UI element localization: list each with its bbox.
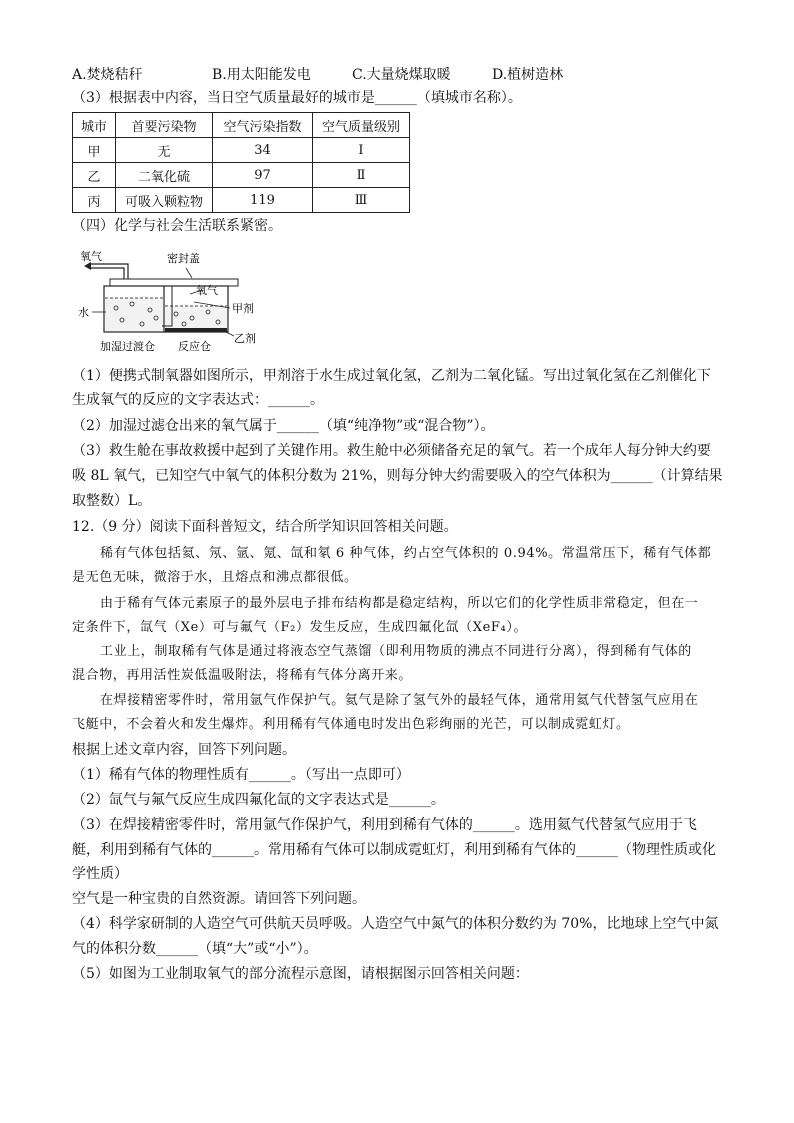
seal-lid-shape [110,279,238,286]
label-agent-a: 甲剂 [232,302,254,315]
table-header-row [73,113,410,138]
after-article-prompt: 根据上述文章内容，回答下列问题。 [72,742,296,758]
part-4-q3-line2: 吸 8L 氧气，已知空气中氧气的体积分数为 21%，则每分钟大约需要吸入的空气体积为______（计算结果 [72,468,723,484]
oxygen-generator-diagram [72,246,262,356]
cell-grade: Ⅰ [313,138,410,163]
article-line: 稀有气体包括氦、氖、氩、氪、氙和氡 6 种气体，约占空气体积的 0.94%。常温常压下，稀有气体都 [100,546,712,561]
article-line: 定条件下，氙气（Xe）可与氟气（F₂）发生反应，生成四氟化氙（XeF₄）。 [72,620,528,635]
label-reaction-chamber: 反应仓 [178,340,211,353]
cell-grade: Ⅱ [313,163,410,188]
q12-part4-line2: 气的体积分数______（填“大”或“小”）。 [72,941,318,957]
cell-pollutant: 可吸入颗粒物 [116,188,213,213]
article-line: 混合物，再用活性炭低温吸附法，将稀有气体分离开来。 [72,668,413,683]
cell-pollutant: 二氧化硫 [116,163,213,188]
q12-part4-line1: （4）科学家研制的人造空气可供航天员呼吸。人造空气中氮气的体积分数约为 70%，比地球上空气中氮 [72,916,719,932]
cell-grade: Ⅲ [313,188,410,213]
article-line: 在焊接精密零件时，常用氩气作保护气。氦气是除了氢气外的最轻气体，通常用氦气代替氢气应用在 [100,693,699,708]
q12-part3-line1: （3）在焊接精密零件时，常用氩气作保护气，利用到稀有气体的______。选用氦气代替氢气应用于飞 [72,817,697,833]
air-quality-table [72,112,410,213]
part-4-q1-line1: （1）便携式制氧器如图所示，甲剂溶于水生成过氧化氢，乙剂为二氧化锰。写出过氧化氢在乙剂催化下 [72,368,711,384]
label-seal-lid: 密封盖 [167,252,200,265]
header-grade: 空气质量级别 [313,113,410,138]
option-b: B.用太阳能发电 [212,67,311,83]
cell-pollutant: 无 [116,138,213,163]
q12-part5: （5）如图为工业制取氧气的部分流程示意图，请根据图示回答相关问题： [72,966,529,982]
article-line: 工业上，制取稀有气体是通过将液态空气蒸馏（即利用物质的沸点不同进行分离），得到稀有气体的 [100,644,692,659]
cell-index: 119 [213,188,313,213]
outlet-pipe [90,268,124,279]
label-oxygen-out: 氧气 [80,250,102,263]
q12-part3-line2: 艇，利用到稀有气体的______。常用稀有气体可以制成霓虹灯，利用到稀有气体的______（物理性质或化 [72,842,716,858]
table-row [73,188,410,213]
label-oxygen-inner: 氧气 [196,284,218,297]
q12-part3-line3: 学性质） [72,866,128,882]
agent-b-layer [165,328,227,332]
table-row [73,138,410,163]
option-d: D.植树造林 [492,67,564,83]
question-3-prompt: （3）根据表中内容，当日空气质量最好的城市是______（填城市名称）。 [72,90,522,106]
water-right [165,306,227,331]
table-row [73,163,410,188]
question-12-title: 12.（9 分）阅读下面科普短文，结合所学知识回答相关问题。 [72,519,458,535]
air-resource-intro: 空气是一种宝贵的自然资源。请回答下列问题。 [72,891,366,907]
part-4-q3-line3: 取整数）L。 [72,493,152,509]
cell-city: 丙 [73,188,116,213]
q12-part1: （1）稀有气体的物理性质有______。（写出一点即可） [72,767,410,783]
part-4-q2: （2）加湿过滤仓出来的氧气属于______（填“纯净物”或“混合物”）。 [72,418,495,434]
article-line: 是无色无味，微溶于水，且熔点和沸点都很低。 [72,570,358,585]
header-index: 空气污染指数 [213,113,313,138]
section-4-title: （四）化学与社会生活联系紧密。 [72,218,282,234]
part-4-q1-line2: 生成氧气的反应的文字表达式：______。 [72,392,324,408]
cell-city: 甲 [73,138,116,163]
cell-index: 34 [213,138,313,163]
option-c: C.大量烧煤取暖 [352,67,451,83]
cell-city: 乙 [73,163,116,188]
article-line: 飞艇中，不会着火和发生爆炸。利用稀有气体通电时发出色彩绚丽的光芒，可以制成霓虹灯。 [72,717,630,732]
header-city: 城市 [73,113,116,138]
article-line: 由于稀有气体元素原子的最外层电子排布结构都是稳定结构，所以它们的化学性质非常稳定，但在一 [100,596,699,611]
q12-part2: （2）氙气与氟气反应生成四氟化氙的文字表达式是______。 [72,792,445,808]
arrow-left-icon [84,262,91,270]
label-water: 水 [78,306,89,319]
part-4-q3-line1: （3）救生舱在事故救援中起到了关键作用。救生舱中必须储备充足的氧气。若一个成年人每分钟大约要 [72,443,711,459]
header-pollutant: 首要污染物 [116,113,213,138]
option-a: A.焚烧秸秆 [72,67,143,83]
cell-index: 97 [213,163,313,188]
label-agent-b: 乙剂 [234,332,256,345]
label-humidify-chamber: 加湿过渡仓 [100,340,155,353]
